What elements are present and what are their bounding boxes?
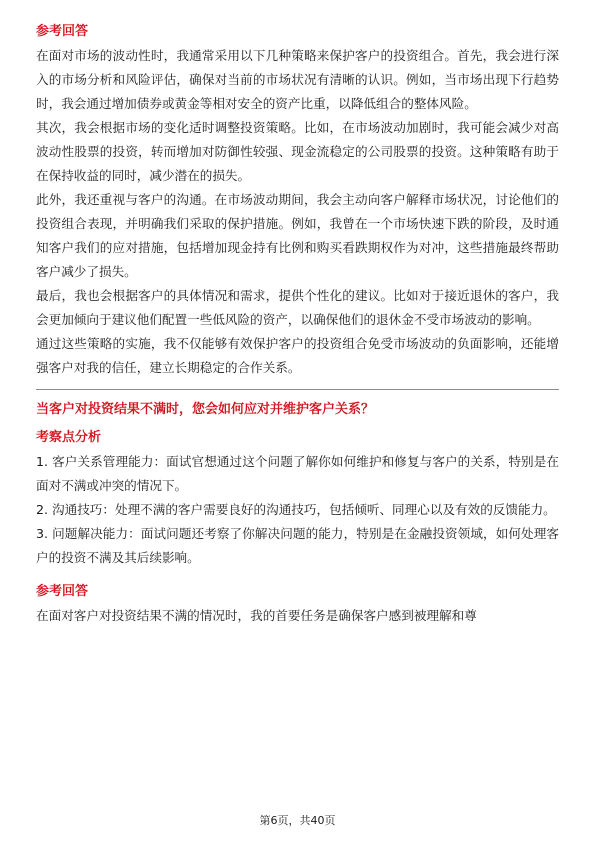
- analysis-point-3: 3. 问题解决能力：面试问题还考察了你解决问题的能力，特别是在金融投资领域，如何处理客户的投资不满及其后续影响。: [36, 526, 559, 565]
- page-content: [36, 22, 559, 628]
- interview-question: 当客户对投资结果不满时，您会如何应对并维护客户关系？: [36, 402, 375, 417]
- analysis-point-1: 1. 客户关系管理能力：面试官想通过这个问题了解你如何维护和修复与客户的关系，特别是在面对不满或冲突的情况下。: [36, 454, 559, 493]
- answer-paragraph-4: 最后，我也会根据客户的具体情况和需求，提供个性化的建议。比如对于接近退休的客户，我会更加倾向于建议他们配置一些低风险的资产，以确保他们的退休金不受市场波动的影响。: [36, 288, 559, 327]
- answer-paragraph-3: 此外，我还重视与客户的沟通。在市场波动期间，我会主动向客户解释市场状况，讨论他们的投资组合表现，并明确我们采取的保护措施。例如，我曾在一个市场快速下跌的阶段，及时通知客户我们的应对措施，包括增加现金持有比例和购买看跌期权作为对冲，这些措施最终帮助客户减少了损失。: [36, 192, 559, 279]
- page-number: 第6页，共40页: [259, 814, 336, 827]
- analysis-point-2: 2. 沟通技巧：处理不满的客户需要良好的沟通技巧，包括倾听、同理心以及有效的反馈能力。: [36, 502, 556, 517]
- answer-paragraph-6: 在面对客户对投资结果不满的情况时，我的首要任务是确保客户感到被理解和尊: [36, 608, 477, 623]
- reference-answer-heading: 参考回答: [36, 24, 89, 39]
- spacer: [36, 570, 559, 582]
- answer-paragraph-5: 通过这些策略的实施，我不仅能够有效保护客户的投资组合免受市场波动的负面影响，还能增强客户对我的信任，建立长期稳定的合作关系。: [36, 336, 559, 375]
- section-divider: [36, 389, 559, 390]
- answer-paragraph-1: 在面对市场的波动性时，我通常采用以下几种策略来保护客户的投资组合。首先，我会进行深入的市场分析和风险评估，确保对当前的市场状况有清晰的认识。例如，当市场出现下行趋势时，我会通过增加债券或黄金等相对安全的资产比重，以降低组合的整体风险。: [36, 48, 559, 111]
- analysis-heading: 考察点分析: [36, 430, 102, 445]
- reference-answer-heading-2: 参考回答: [36, 584, 89, 599]
- answer-paragraph-2: 其次，我会根据市场的变化适时调整投资策略。比如，在市场波动加剧时，我可能会减少对高波动性股票的投资，转而增加对防御性较强、现金流稳定的公司股票的投资。这种策略有助于在保持收益的同时，减少潜在的损失。: [36, 120, 559, 183]
